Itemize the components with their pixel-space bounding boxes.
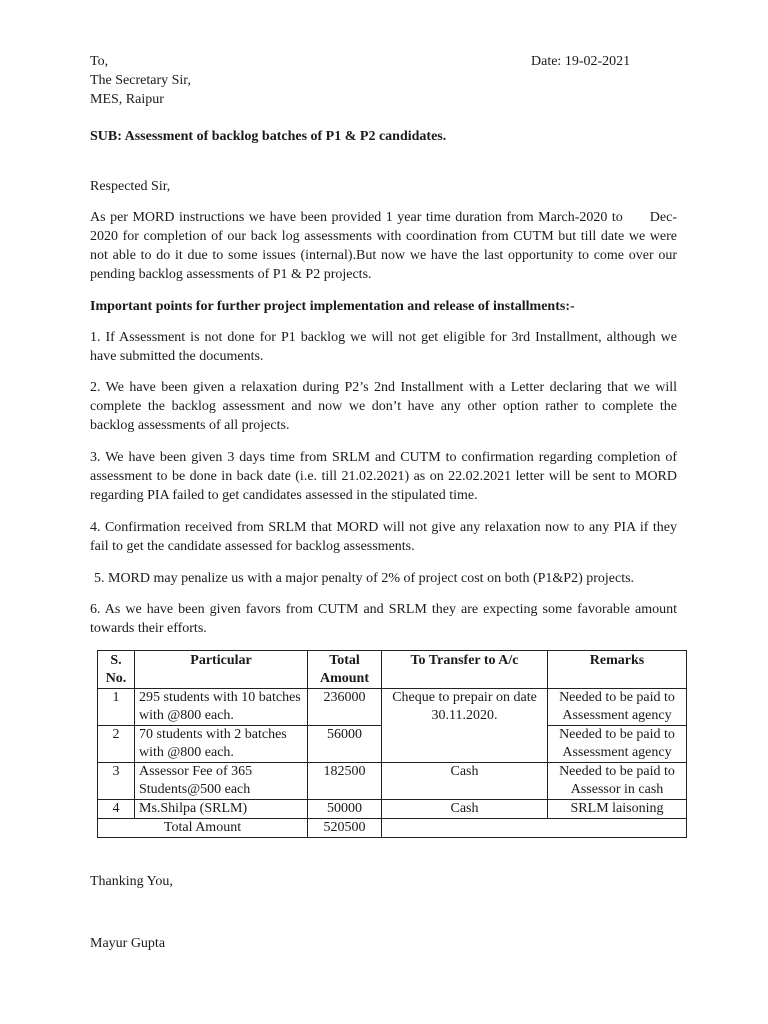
- cell-sno: 3: [98, 763, 135, 800]
- header-sno: S. No.: [98, 651, 135, 689]
- cell-particular: Ms.Shilpa (SRLM): [135, 800, 308, 819]
- intro-paragraph: As per MORD instructions we have been provided 1 year time duration from March-2020 to Dec-2020 for completion of our back log assessments with coordination from CUTM but till date we were not able to do it due to some issues (internal).But now we have the last opportunity to come over our pending backlog assessments of P1 & P2 projects.: [90, 210, 677, 282]
- recipient-title: The Secretary Sir,: [90, 73, 191, 88]
- point-3: 3. We have been given 3 days time from SRLM and CUTM to confirmation regarding completion of assessment to be done in back date (i.e. till 21.02.2021) as on 22.02.2021 letter will be sent to MORD regarding PIA failed to get candidates assessed in the stipulated time.: [90, 450, 677, 503]
- cost-table: [97, 650, 687, 838]
- header-remarks: Remarks: [548, 651, 687, 689]
- table-row: [98, 800, 687, 819]
- header-transfer: To Transfer to A/c: [382, 651, 548, 689]
- cell-remarks: Needed to be paid to Assessment agency: [548, 726, 687, 763]
- cell-remarks: SRLM laisoning: [548, 800, 687, 819]
- table-row: [98, 689, 687, 726]
- point-5: 5. MORD may penalize us with a major penalty of 2% of project cost on both (P1&P2) projects.: [94, 571, 635, 586]
- cell-sno: 4: [98, 800, 135, 819]
- cell-amount: 236000: [308, 689, 382, 726]
- points-heading: Important points for further project implementation and release of installments:-: [90, 299, 575, 314]
- total-label: Total Amount: [98, 819, 308, 838]
- header-total-amount: Total Amount: [308, 651, 382, 689]
- cell-remarks: Needed to be paid to Assessor in cash: [548, 763, 687, 800]
- signature-name: Mayur Gupta: [90, 936, 166, 951]
- total-amount: 520500: [308, 819, 382, 838]
- cell-transfer: Cash: [382, 800, 548, 819]
- total-empty-cell: [382, 819, 687, 838]
- subject-line: SUB: Assessment of backlog batches of P1 & P2 candidates.: [90, 129, 447, 144]
- address-to: To,: [90, 54, 109, 69]
- salutation: Respected Sir,: [90, 179, 171, 194]
- table-total-row: [98, 819, 687, 838]
- cell-transfer: Cheque to prepair on date 30.11.2020.: [382, 689, 548, 763]
- cell-remarks: Needed to be paid to Assessment agency: [548, 689, 687, 726]
- letter-date: Date: 19-02-2021: [531, 54, 631, 69]
- point-4: 4. Confirmation received from SRLM that MORD will not give any relaxation now to any PIA if they fail to get the candidate assessed for backlog assessments.: [90, 520, 677, 554]
- table-header-row: [98, 651, 687, 689]
- cell-sno: 2: [98, 726, 135, 763]
- point-2: 2. We have been given a relaxation during P2’s 2nd Installment with a Letter declaring that we will complete the backlog assessment and now we don’t have any other option rather to complete the backlog assessments of all projects.: [90, 380, 677, 433]
- point-6: 6. As we have been given favors from CUTM and SRLM they are expecting some favorable amount towards their efforts.: [90, 602, 677, 636]
- cell-amount: 50000: [308, 800, 382, 819]
- header-particular: Particular: [135, 651, 308, 689]
- cell-particular: Assessor Fee of 365 Students@500 each: [135, 763, 308, 800]
- point-1: 1. If Assessment is not done for P1 backlog we will not get eligible for 3rd Installment, although we have submitted the documents.: [90, 330, 677, 364]
- cell-amount: 56000: [308, 726, 382, 763]
- cell-particular: 295 students with 10 batches with @800 each.: [135, 689, 308, 726]
- table-row: [98, 763, 687, 800]
- recipient-office: MES, Raipur: [90, 92, 164, 107]
- closing: Thanking You,: [90, 874, 173, 889]
- cell-transfer: Cash: [382, 763, 548, 800]
- cell-particular: 70 students with 2 batches with @800 each.: [135, 726, 308, 763]
- cell-amount: 182500: [308, 763, 382, 800]
- cell-sno: 1: [98, 689, 135, 726]
